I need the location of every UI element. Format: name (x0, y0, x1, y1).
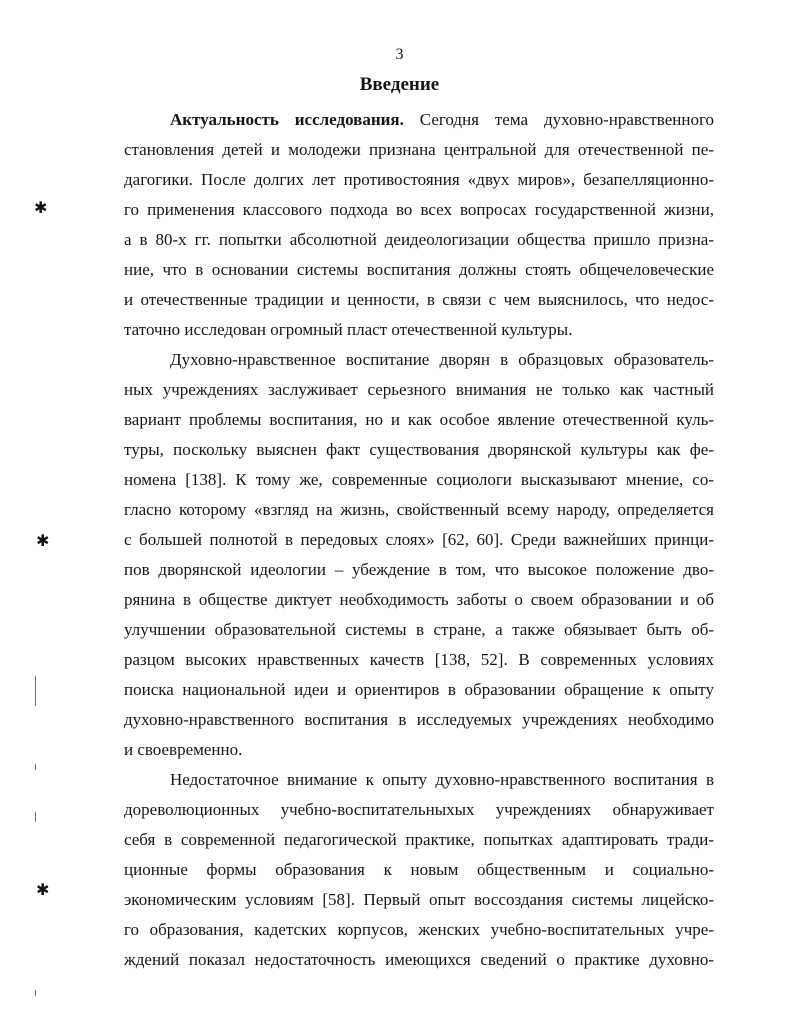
text-line: разцом высоких нравственных качеств [138, 52]. В современных условиях (124, 650, 714, 669)
text-line: го образования, кадетских корпусов, женских учебно-воспитательных учре- (124, 920, 714, 939)
text-line: го применения классового подхода во всех вопросах государственной жизни, (124, 200, 714, 219)
text-line: Духовно-нравственное воспитание дворян в образцовых образователь- (170, 350, 714, 369)
text-line: ние, что в основании системы воспитания должны стоять общечеловеческие (124, 260, 714, 279)
text-line: ных учреждениях заслуживает серьезного внимания не только как частный (124, 380, 714, 399)
margin-mark-icon: ✱ (34, 198, 48, 217)
text-line: духовно-нравственного воспитания в исследуемых учреждениях необходимо (124, 710, 714, 729)
text-line: становления детей и молодежи признана центральной для отечественной пе- (124, 140, 714, 159)
text-line: улучшении образовательной системы в стране, а также обязывает быть об- (124, 620, 714, 639)
text-line: поиска национальной идеи и ориентиров в образовании обращение к опыту (124, 680, 714, 699)
margin-mark-icon: ✱ (36, 880, 50, 899)
text-line: пов дворянской идеологии – убеждение в том, что высокое положение дво- (124, 560, 714, 579)
text-line: номена [138]. К тому же, современные социологи высказывают мнение, со- (124, 470, 714, 489)
margin-mark-icon: ✱ (36, 531, 50, 550)
text-line: дореволюционных учебно-воспитательныхых учреждениях обнаруживает (124, 800, 714, 819)
text-line: рянина в обществе диктует необходимость заботы о своем образовании и об (124, 590, 714, 609)
scan-tick-mark (35, 764, 36, 770)
text-line: и отечественные традиции и ценности, в связи с чем выяснилось, что недос- (124, 290, 714, 309)
scan-tick-mark (35, 990, 36, 996)
text-line: гласно которому «взгляд на жизнь, свойственный всему народу, определяется (124, 500, 714, 519)
scan-tick-mark (35, 812, 36, 822)
text-line: Актуальность исследования. Сегодня тема духовно-нравственного (170, 110, 714, 129)
text-line: и своевременно. (124, 740, 243, 759)
text-line: дагогики. После долгих лет противостояния «двух миров», безапелляционно- (124, 170, 714, 189)
text-line: Недостаточное внимание к опыту духовно-нравственного воспитания в (170, 770, 714, 789)
text-line: себя в современной педагогической практике, попытках адаптировать тради- (124, 830, 714, 849)
text-line: ждений показал недостаточность имеющихся сведений о практике духовно- (124, 950, 714, 969)
page-number: 3 (395, 46, 404, 63)
text-line: таточно исследован огромный пласт отечественной культуры. (124, 320, 573, 339)
scan-tick-mark (35, 676, 36, 706)
text-line: экономическим условиям [58]. Первый опыт воссоздания системы лицейско- (124, 890, 714, 909)
text-line: туры, поскольку выяснен факт существования дворянской культуры как фе- (124, 440, 714, 459)
text-line: вариант проблемы воспитания, но и как особое явление отечественной куль- (124, 410, 714, 429)
page-title: Введение (359, 74, 440, 95)
text-line: а в 80-х гг. попытки абсолютной деидеологизации общества пришло призна- (124, 230, 714, 249)
text-line: с большей полнотой в передовых слоях» [62, 60]. Среди важнейших принци- (124, 530, 714, 549)
lead-phrase: Актуальность исследования. (170, 110, 404, 129)
text-line: ционные формы образования к новым общественным и социально- (124, 860, 714, 879)
